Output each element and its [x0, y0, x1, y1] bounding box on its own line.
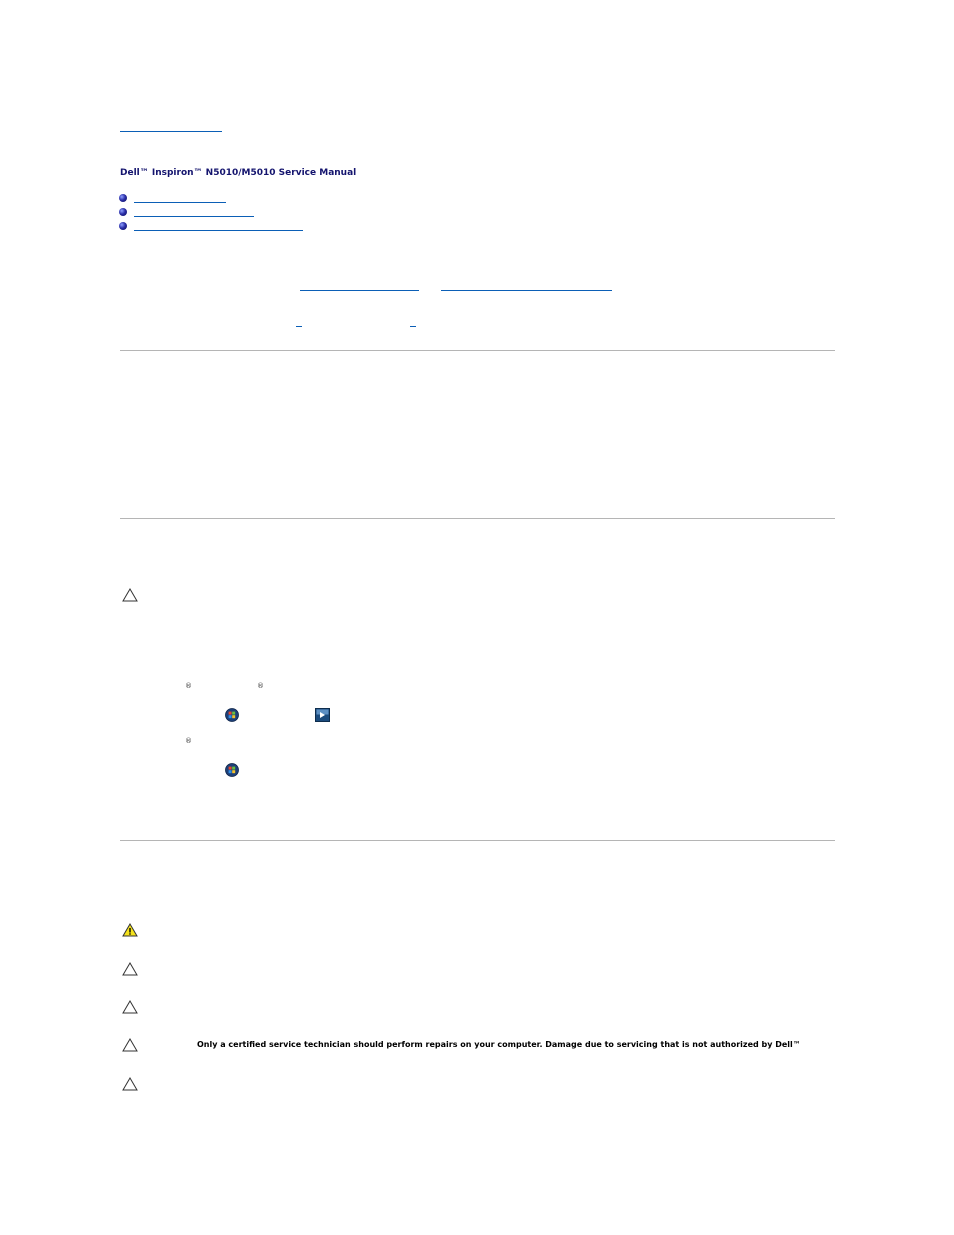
caution-icon — [122, 962, 138, 976]
section-divider — [120, 350, 835, 351]
bullet-icon — [119, 222, 127, 230]
certified-technician-note: Only a certified service technician should perform repairs on your computer. Damage due to servicing that is not authorized by Dell™ — [197, 1040, 801, 1049]
registered-mark: ® — [185, 682, 192, 690]
warning-icon — [122, 923, 138, 937]
ref-link-2[interactable] — [410, 325, 416, 327]
inline-link-1[interactable] — [300, 289, 419, 291]
toc-link-2[interactable] — [134, 215, 254, 217]
registered-mark: ® — [185, 737, 192, 745]
caution-icon — [122, 1077, 138, 1091]
section-divider — [120, 518, 835, 519]
windows-start-icon — [225, 763, 239, 777]
registered-mark: ® — [257, 682, 264, 690]
back-to-contents-link[interactable] — [120, 130, 222, 132]
caution-icon — [122, 1038, 138, 1052]
toc-link-3[interactable] — [134, 229, 303, 231]
manual-title: Dell™ Inspiron™ N5010/M5010 Service Manual — [120, 168, 357, 178]
section-divider — [120, 840, 835, 841]
inline-link-2[interactable] — [441, 289, 612, 291]
toc-list — [119, 194, 319, 236]
bullet-icon — [119, 208, 127, 216]
shut-down-arrow-icon — [315, 708, 330, 722]
bullet-icon — [119, 194, 127, 202]
toc-link-1[interactable] — [134, 201, 226, 203]
caution-icon — [122, 588, 138, 602]
windows-start-icon — [225, 708, 239, 722]
caution-icon — [122, 1000, 138, 1014]
ref-link-1[interactable] — [296, 325, 302, 327]
